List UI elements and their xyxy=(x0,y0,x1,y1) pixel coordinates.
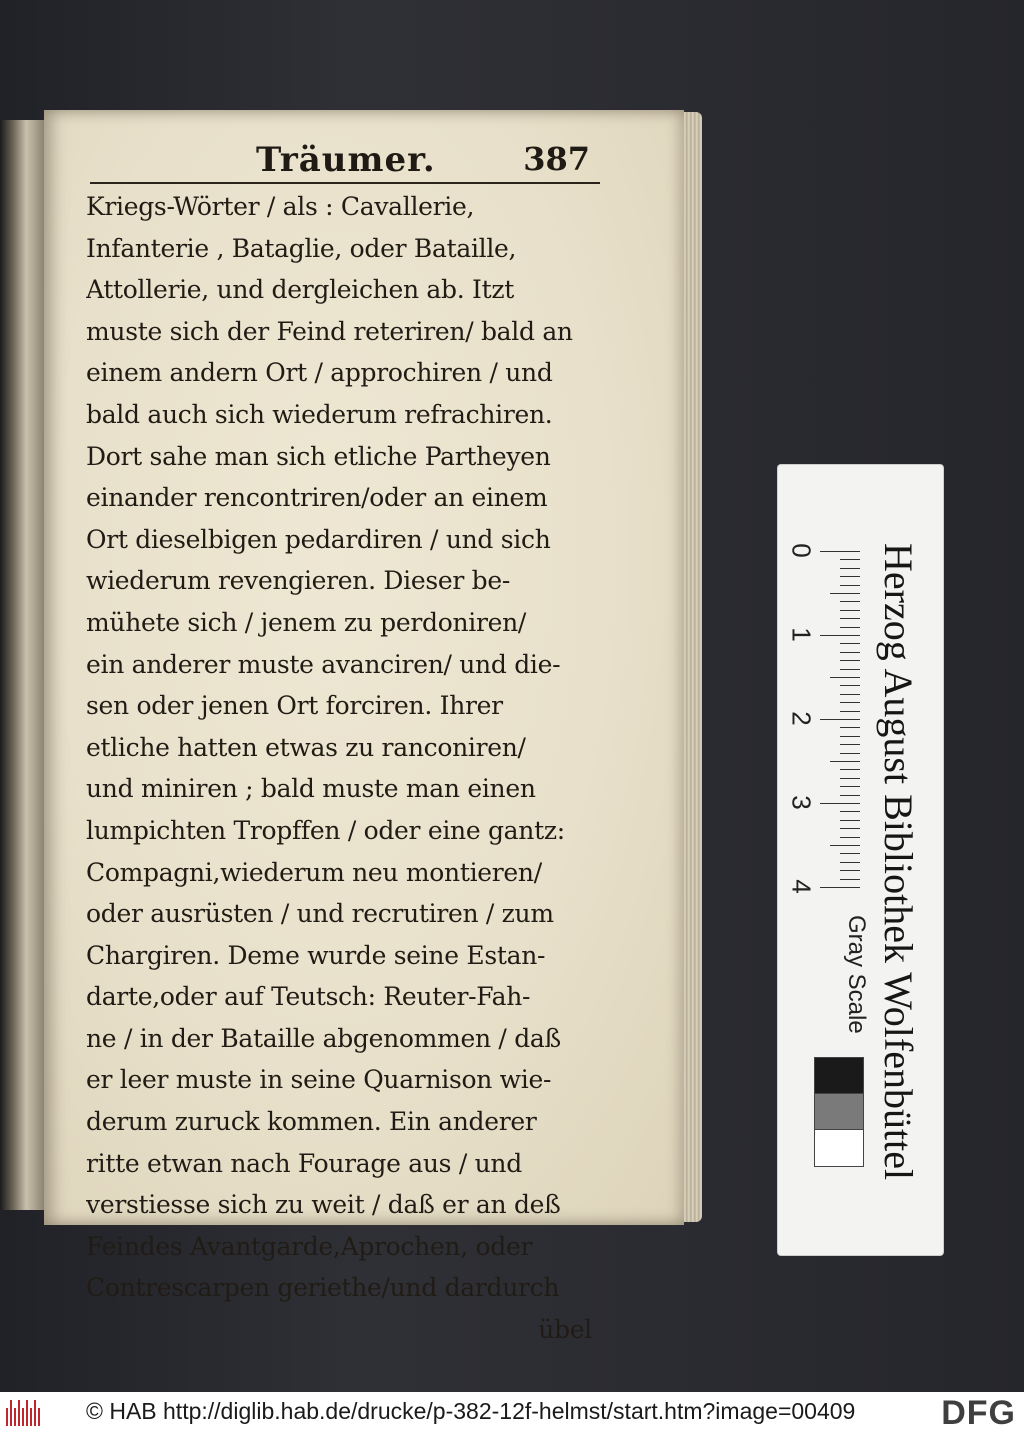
footer-copyright-url[interactable]: © HAB http://diglib.hab.de/drucke/p-382-12f-helmst/start.htm?image=00409 xyxy=(86,1398,856,1424)
ruler-number: 4 xyxy=(786,879,817,894)
text-line: bald auch sich wiederum refrachiren. xyxy=(86,399,553,429)
text-line: muste sich der Feind reteriren/ bald an xyxy=(86,316,573,346)
text-line: Chargiren. Deme wurde seine Estan- xyxy=(86,940,546,970)
ruler-tick xyxy=(820,635,860,636)
text-line: Dort sahe man sich etliche Partheyen xyxy=(86,441,551,471)
dfg-logo: DFG xyxy=(941,1394,1016,1432)
page-number: 387 xyxy=(523,140,590,178)
ruler-tick xyxy=(840,652,860,653)
text-line: lumpichten Tropffen / oder eine gantz: xyxy=(86,815,565,845)
library-name: Herzog August Bibliothek Wolfenbüttel xyxy=(876,543,921,1181)
text-line: ritte etwan nach Fourage aus / und xyxy=(86,1148,522,1178)
text-line: Kriegs-Wörter / als : Cavallerie, xyxy=(86,192,475,221)
text-line: er leer muste in seine Quarnison wie- xyxy=(86,1065,552,1095)
text-line: mühete sich / jenem zu perdoniren/ xyxy=(86,607,527,637)
ruler-tick xyxy=(830,845,860,846)
ruler-number: 2 xyxy=(786,711,817,726)
text-line: einander rencontriren/oder an einem xyxy=(86,483,548,513)
ruler-tick xyxy=(840,870,860,871)
ruler-tick xyxy=(840,585,860,586)
text-line: ein anderer muste avanciren/ und die- xyxy=(86,649,561,679)
text-line: Attollerie, und dergleichen ab. Itzt xyxy=(86,275,514,305)
text-line: ne / in der Bataille abgenommen / daß xyxy=(86,1023,561,1053)
ruler-tick xyxy=(840,618,860,619)
ruler-tick xyxy=(840,727,860,728)
ruler-tick xyxy=(840,568,860,569)
gray-scale-label: Gray Scale xyxy=(843,915,870,1034)
text-line: wiederum revengieren. Dieser be- xyxy=(86,566,510,596)
ruler-tick xyxy=(830,677,860,678)
ruler-tick xyxy=(840,643,860,644)
ruler-tick xyxy=(840,879,860,880)
text-line: Ort dieselbigen pedardiren / und sich xyxy=(86,524,551,554)
text-line: Compagni,wiederum neu montieren/ xyxy=(86,857,542,887)
ruler-tick xyxy=(840,828,860,829)
running-title: Träumer. xyxy=(256,140,436,180)
footer-bar xyxy=(0,1392,1024,1434)
ruler-tick xyxy=(840,769,860,770)
running-head xyxy=(90,140,600,184)
ruler-tick xyxy=(840,559,860,560)
ruler-number: 0 xyxy=(786,543,817,558)
gray-patch xyxy=(814,1129,864,1167)
text-line: derum zuruck kommen. Ein anderer xyxy=(86,1107,537,1137)
ruler-tick xyxy=(840,601,860,602)
ruler-tick xyxy=(840,610,860,611)
ruler-tick xyxy=(840,744,860,745)
ruler-tick xyxy=(840,736,860,737)
ruler-tick xyxy=(830,761,860,762)
text-line: darte,oder auf Teutsch: Reuter-Fah- xyxy=(86,982,531,1012)
ruler-tick xyxy=(840,795,860,796)
ruler-tick xyxy=(840,853,860,854)
ruler-tick xyxy=(840,685,860,686)
adjacent-page-edge xyxy=(0,120,44,1210)
ruler-tick xyxy=(820,887,860,888)
ruler-tick xyxy=(840,811,860,812)
ruler-tick xyxy=(840,669,860,670)
ruler-tick xyxy=(840,820,860,821)
ruler-tick xyxy=(830,593,860,594)
page-body-text xyxy=(86,186,606,1351)
ruler-tick xyxy=(820,551,860,552)
gray-patch xyxy=(814,1057,864,1095)
ruler-tick xyxy=(840,786,860,787)
ruler-tick xyxy=(840,576,860,577)
ruler-tick xyxy=(840,627,860,628)
ruler-tick xyxy=(840,660,860,661)
text-line: etliche hatten etwas zu ranconiren/ xyxy=(86,732,526,762)
ruler-tick xyxy=(840,753,860,754)
text-line: sen oder jenen Ort forciren. Ihrer xyxy=(86,691,503,721)
text-line: Contrescarpen geriethe/und dardurch xyxy=(86,1273,560,1303)
text-line: einem andern Ort / approchiren / und xyxy=(86,358,553,388)
ruler-tick xyxy=(820,803,860,804)
text-line: und miniren ; bald muste man einen xyxy=(86,774,536,804)
ruler-tick xyxy=(820,719,860,720)
ruler-tick xyxy=(840,837,860,838)
gray-patch xyxy=(814,1093,864,1131)
ruler-tick xyxy=(840,862,860,863)
ruler-tick xyxy=(840,702,860,703)
text-line: Feindes Avantgarde,Aprochen, oder xyxy=(86,1231,533,1261)
ruler-number: 3 xyxy=(786,795,817,810)
catchword: übel xyxy=(538,1315,592,1345)
ruler-tick xyxy=(840,711,860,712)
ruler-number: 1 xyxy=(786,627,817,642)
text-line: Infanterie , Bataglie, oder Bataille, xyxy=(86,233,517,263)
text-line: verstiesse sich zu weit / daß er an deß xyxy=(86,1190,561,1220)
ruler-tick xyxy=(840,778,860,779)
text-line: oder ausrüsten / und recrutiren / zum xyxy=(86,899,554,929)
ruler-tick xyxy=(840,694,860,695)
hab-logo-icon xyxy=(6,1400,46,1426)
